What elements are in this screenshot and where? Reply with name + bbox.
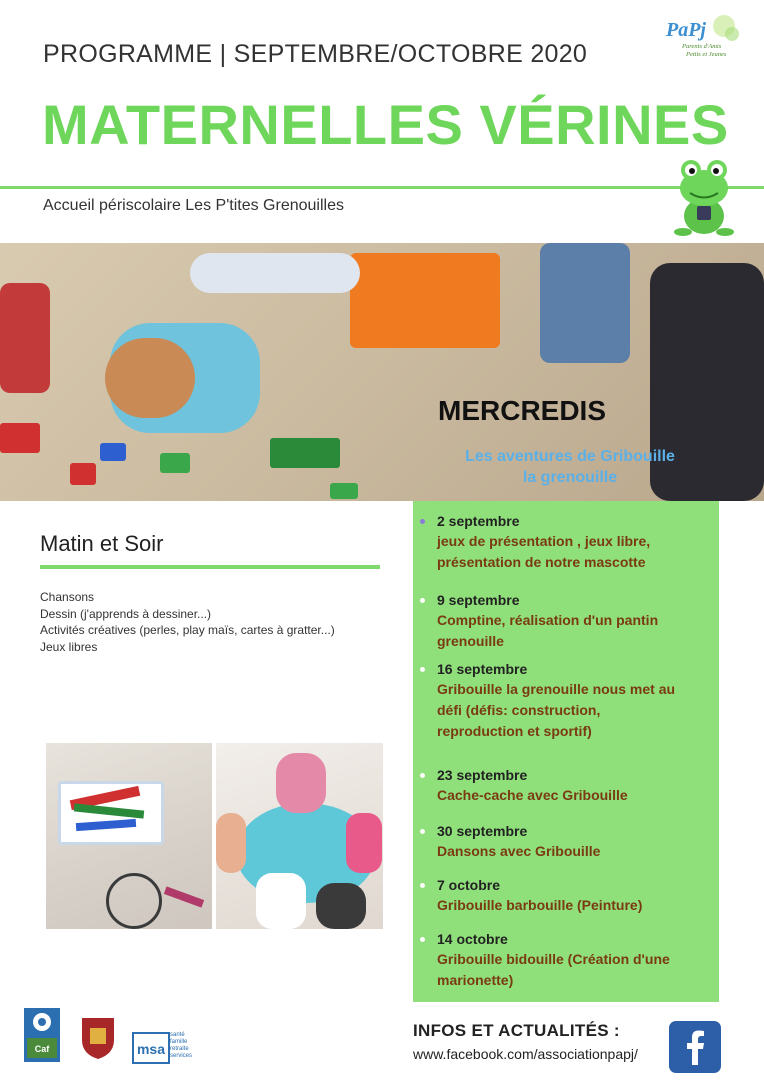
mercredis-heading: MERCREDIS — [438, 395, 607, 426]
infos-title: INFOS ET ACTUALITÉS : — [413, 1021, 620, 1040]
caf-label: Caf — [34, 1044, 50, 1054]
schedule-item — [417, 659, 687, 742]
svg-text:Petits et Jeunes: Petits et Jeunes — [686, 51, 727, 58]
bullet-icon — [420, 883, 425, 888]
facebook-icon[interactable] — [669, 1021, 721, 1073]
title-divider — [0, 186, 764, 189]
bullet-icon — [420, 519, 425, 524]
schedule-desc: Gribouille la grenouille nous met au défi (défis: construction, reproduction et sportif) — [437, 681, 676, 739]
schedule-item — [417, 929, 687, 991]
activity-photo-collage — [46, 743, 383, 929]
msa-tagline: santé famille retraite services — [170, 1032, 193, 1059]
list-item: Jeux libres — [40, 639, 98, 654]
bullet-icon — [420, 667, 425, 672]
schedule-desc: Dansons avec Gribouille — [437, 843, 601, 859]
accueil-label: Accueil périscolaire Les P'tites Grenouilles — [43, 197, 344, 214]
schedule-desc: Gribouille bidouille (Création d'une marionette) — [437, 951, 670, 988]
bullet-icon — [420, 598, 425, 603]
matin-soir-title: Matin et Soir — [40, 531, 164, 556]
adventure-theme — [420, 446, 720, 488]
schedule-item — [417, 821, 687, 862]
bullet-icon — [420, 773, 425, 778]
schedule-date: 14 octobre — [437, 931, 508, 947]
drawing-photo — [46, 743, 212, 929]
schedule-desc: Comptine, réalisation d'un pantin grenouille — [437, 612, 659, 649]
table-activity-photo — [216, 743, 383, 929]
schedule-date: 23 septembre — [437, 767, 528, 783]
schedule-date: 30 septembre — [437, 823, 528, 839]
wednesday-schedule — [413, 501, 719, 1002]
schedule-item — [417, 765, 687, 806]
matin-soir-divider — [40, 565, 380, 569]
list-item: Activités créatives (perles, play maïs, cartes à gratter...) — [40, 623, 335, 637]
schedule-date: 16 septembre — [437, 661, 528, 677]
frog-mascot-icon — [673, 160, 735, 236]
schedule-date: 2 septembre — [437, 513, 520, 529]
svg-text:Parents d'Amis: Parents d'Amis — [682, 43, 722, 50]
schedule-date: 7 octobre — [437, 877, 501, 893]
program-subtitle: PROGRAMME | SEPTEMBRE/OCTOBRE 2020 — [43, 40, 588, 68]
bullet-icon — [420, 937, 425, 942]
schedule-item — [417, 875, 687, 916]
activities-list — [40, 589, 335, 655]
page-title: MATERNELLES VÉRINES — [42, 93, 729, 156]
schedule-item — [417, 590, 687, 652]
facebook-link[interactable]: www.facebook.com/associationpapj/ — [413, 1046, 638, 1062]
msa-logo-icon — [132, 1032, 170, 1064]
caf-logo-icon — [24, 1008, 60, 1062]
schedule-desc: Cache-cache avec Gribouille — [437, 787, 628, 803]
papj-logo-icon — [662, 12, 742, 62]
svg-text:msa: msa — [136, 1041, 166, 1057]
list-item: Dessin (j'apprends à dessiner...) — [40, 606, 212, 621]
schedule-item — [417, 511, 687, 573]
svg-text:PaPj: PaPj — [666, 19, 706, 41]
adventure-line-1: Les aventures de Gribouille — [465, 448, 675, 465]
verines-crest-icon — [80, 1016, 116, 1060]
partner-logos — [24, 1008, 204, 1066]
schedule-desc: Gribouille barbouille (Peinture) — [437, 897, 643, 913]
adventure-line-2: la grenouille — [522, 469, 618, 486]
list-item: Chansons — [40, 590, 95, 604]
schedule-date: 9 septembre — [437, 592, 520, 608]
schedule-desc: jeux de présentation , jeux libre, présentation de notre mascotte — [437, 533, 651, 570]
bullet-icon — [420, 829, 425, 834]
